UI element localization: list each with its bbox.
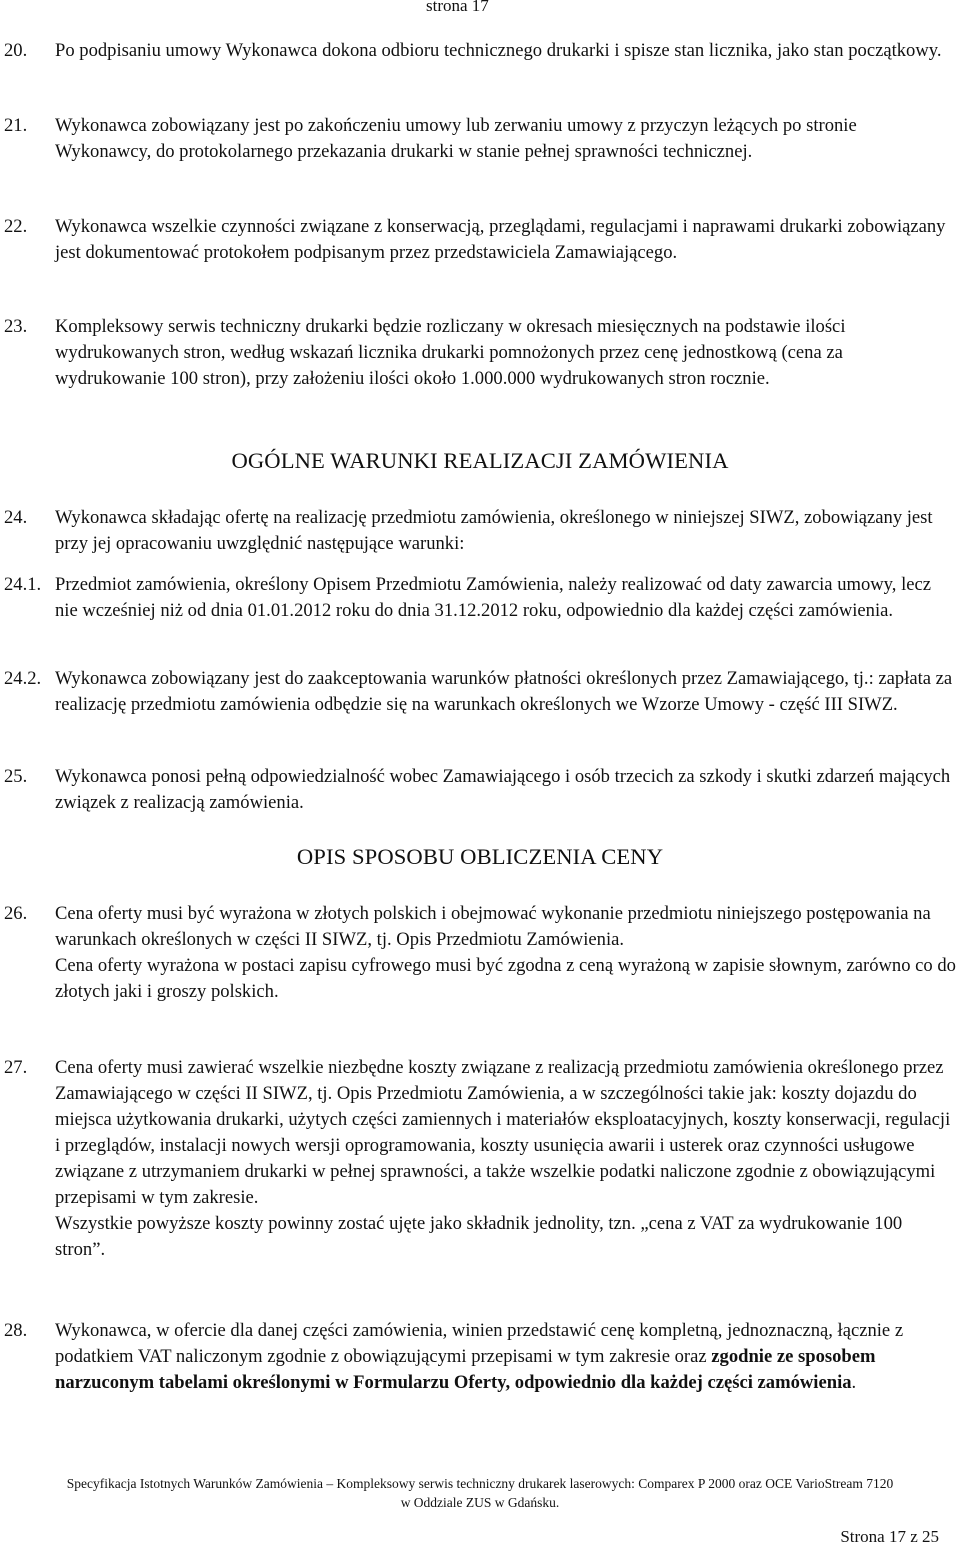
- item-number: 26.: [4, 903, 28, 924]
- item-number: 28.: [4, 1320, 28, 1341]
- list-item: [4, 572, 956, 624]
- item-text: Wykonawca składając ofertę na realizację przedmiotu zamówienia, określonego w niniejszej SIWZ, zobowiązany jest przy jej opracowaniu uwzględnić następujące warunki:: [55, 507, 933, 554]
- page-header-label: strona 17: [426, 0, 489, 15]
- item-text: Kompleksowy serwis techniczny drukarki będzie rozliczany w okresach miesięcznych na podstawie ilości wydrukowanych stron, według wskazań licznika drukarki pomnożonych przez cenę jednostkową (cena za wydrukowanie 100 stron), przy założeniu ilości około 1.000.000 wydrukowanych stron rocznie.: [55, 316, 846, 389]
- item-text-bold: zgodnie ze sposobem narzuconym tabelami określonymi w Formularzu Oferty, odpowiednio dla każdej części zamówienia: [55, 1346, 876, 1393]
- list-item: [4, 505, 956, 557]
- item-text: Cena oferty wyrażona w postaci zapisu cyfrowego musi być zgodna z ceną wyrażoną w zapisie słownym, zarówno co do złotych jaki i groszy polskich.: [55, 955, 956, 1002]
- footer-subtitle: w Oddziale ZUS w Gdańsku.: [400, 1495, 560, 1510]
- item-text: Wykonawca zobowiązany jest do zaakceptowania warunków płatności określonych przez Zamawiającego, tj.: zapłata za realizację przedmiotu zamówienia odbędzie się na warunkach określonych we Wzorze Umowy - część III SIWZ.: [55, 668, 953, 715]
- item-number: 24.1.: [4, 574, 42, 595]
- item-number: 25.: [4, 766, 28, 787]
- item-text-tail: .: [851, 1372, 857, 1393]
- list-item: [4, 666, 956, 718]
- item-text: [55, 1318, 956, 1396]
- item-text: Po podpisaniu umowy Wykonawca dokona odbioru technicznego drukarki i spisze stan licznika, jako stan początkowy.: [55, 40, 942, 61]
- list-item: [4, 314, 956, 392]
- item-text: Cena oferty musi być wyrażona w złotych polskich i obejmować wykonanie przedmiotu niniejszego postępowania na warunkach określonych w części II SIWZ, tj. Opis Przedmiotu Zamówienia.: [55, 903, 931, 950]
- section-heading: OGÓLNE WARUNKI REALIZACJI ZAMÓWIENIA: [231, 448, 729, 473]
- footer-title: Specyfikacja Istotnych Warunków Zamówienia – Kompleksowy serwis techniczny drukarek laserowych: Comparex P 2000 oraz OCE VarioStream 7120: [66, 1476, 894, 1491]
- list-item: [4, 901, 956, 1005]
- section-heading: OPIS SPOSOBU OBLICZENIA CENY: [296, 844, 664, 869]
- list-item: [4, 764, 956, 816]
- item-number: 24.2.: [4, 668, 42, 689]
- item-number: 27.: [4, 1057, 28, 1078]
- list-item: [4, 38, 956, 64]
- item-number: 21.: [4, 115, 28, 136]
- list-item: [4, 1055, 956, 1263]
- item-number: 23.: [4, 316, 28, 337]
- item-text: Wykonawca ponosi pełną odpowiedzialność wobec Zamawiającego i osób trzecich za szkody i skutki zdarzeń mających związek z realizacją zamówienia.: [55, 766, 951, 813]
- item-text: Wykonawca wszelkie czynności związane z konserwacją, przeglądami, regulacjami i naprawami drukarki zobowiązany jest dokumentować protokołem podpisanym przez przedstawiciela Zamawiającego.: [55, 216, 946, 263]
- item-number: 20.: [4, 40, 28, 61]
- page-number: Strona 17 z 25: [840, 1527, 939, 1546]
- item-text: Wykonawca zobowiązany jest po zakończeniu umowy lub zerwaniu umowy z przyczyn leżących po stronie Wykonawcy, do protokolarnego przekazania drukarki w stanie pełnej sprawności technicznej.: [55, 115, 857, 162]
- item-number: 22.: [4, 216, 28, 237]
- item-text: Wszystkie powyższe koszty powinny zostać ujęte jako składnik jednolity, tzn. „cena z VAT za wydrukowanie 100 stron”.: [55, 1213, 903, 1260]
- item-text-plain: Wykonawca, w ofercie dla danej części zamówienia, winien przedstawić cenę kompletną, jednoznaczną, łącznie z podatkiem VAT naliczonym zgodnie z obowiązującymi przepisami w tym zakresie oraz: [55, 1320, 904, 1367]
- list-item: [4, 1318, 956, 1396]
- list-item: [4, 113, 956, 165]
- item-text: Cena oferty musi zawierać wszelkie niezbędne koszty związane z realizacją przedmiotu zamówienia określonego przez Zamawiającego w części II SIWZ, tj. Opis Przedmiotu Zamówienia, a w szczególności takie jak: koszty dojazdu do miejsca użytkowania drukarki, użytych części zamiennych i materiałów eksploatacyjnych, koszty konserwacji, regulacji i przeglądów, instalacji nowych wersji oprogramowania, koszty usunięcia awarii i usterek oraz czynności usługowe związane z utrzymaniem drukarki w pełnej sprawności, a także wszelkie podatki naliczone zgodnie z obowiązującymi przepisami w tym zakresie.: [55, 1057, 951, 1208]
- item-number: 24.: [4, 507, 28, 528]
- item-text: Przedmiot zamówienia, określony Opisem Przedmiotu Zamówienia, należy realizować od daty zawarcia umowy, lecz nie wcześniej niż od dnia 01.01.2012 roku do dnia 31.12.2012 roku, odpowiednio dla każdej części zamówienia.: [55, 574, 931, 621]
- list-item: [4, 214, 956, 266]
